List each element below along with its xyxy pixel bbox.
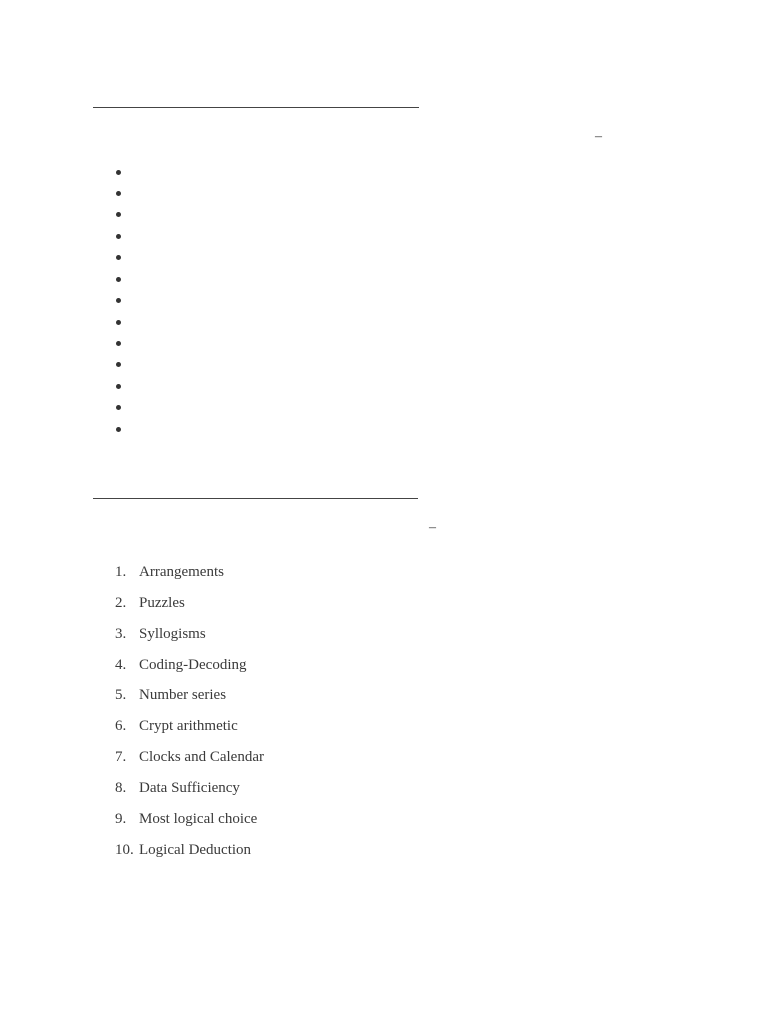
list-item [115,809,257,829]
list-item [115,593,185,613]
bullet-marker [116,341,121,346]
list-item-number: 10. [115,842,134,858]
list-item [115,624,206,644]
list-item-number: 5. [115,687,127,703]
list-item-text: Clocks and Calendar [139,749,264,765]
bullet-marker [116,405,121,410]
list-item-number: 8. [115,780,127,796]
section-2-underline [93,498,418,499]
bullet-marker [116,320,121,325]
list-item-number: 9. [115,811,127,827]
bullet-marker [116,234,121,239]
bullet-marker [116,384,121,389]
list-item-text: Coding-Decoding [139,657,247,673]
list-item [115,747,264,767]
bullet-marker [116,277,121,282]
list-item-text: Logical Deduction [139,842,252,858]
list-item-number: 1. [115,564,127,580]
list-item [115,716,238,736]
bullet-marker [116,191,121,196]
section-1-dash: – [595,129,602,144]
list-item-text: Data Sufficiency [139,780,240,796]
list-item-number: 6. [115,718,127,734]
bullet-marker [116,362,121,367]
list-item-number: 2. [115,595,127,611]
bullet-marker [116,212,121,217]
list-item [115,778,240,798]
list-item-text: Most logical choice [139,811,258,827]
bullet-marker [116,170,121,175]
section-2-dash: – [429,520,436,535]
list-item [115,655,246,675]
list-item-number: 4. [115,657,127,673]
bullet-marker [116,255,121,260]
list-item-number: 3. [115,626,127,642]
list-item-number: 7. [115,749,127,765]
bullet-marker [116,298,121,303]
list-item-text: Arrangements [139,564,224,580]
section-1-underline [93,107,419,108]
list-item [115,840,251,860]
bullet-marker [116,427,121,432]
list-item-text: Crypt arithmetic [139,718,238,734]
list-item-text: Puzzles [139,595,185,611]
list-item [115,562,224,582]
list-item-text: Syllogisms [139,626,206,642]
list-item [115,685,226,705]
list-item-text: Number series [139,687,227,703]
